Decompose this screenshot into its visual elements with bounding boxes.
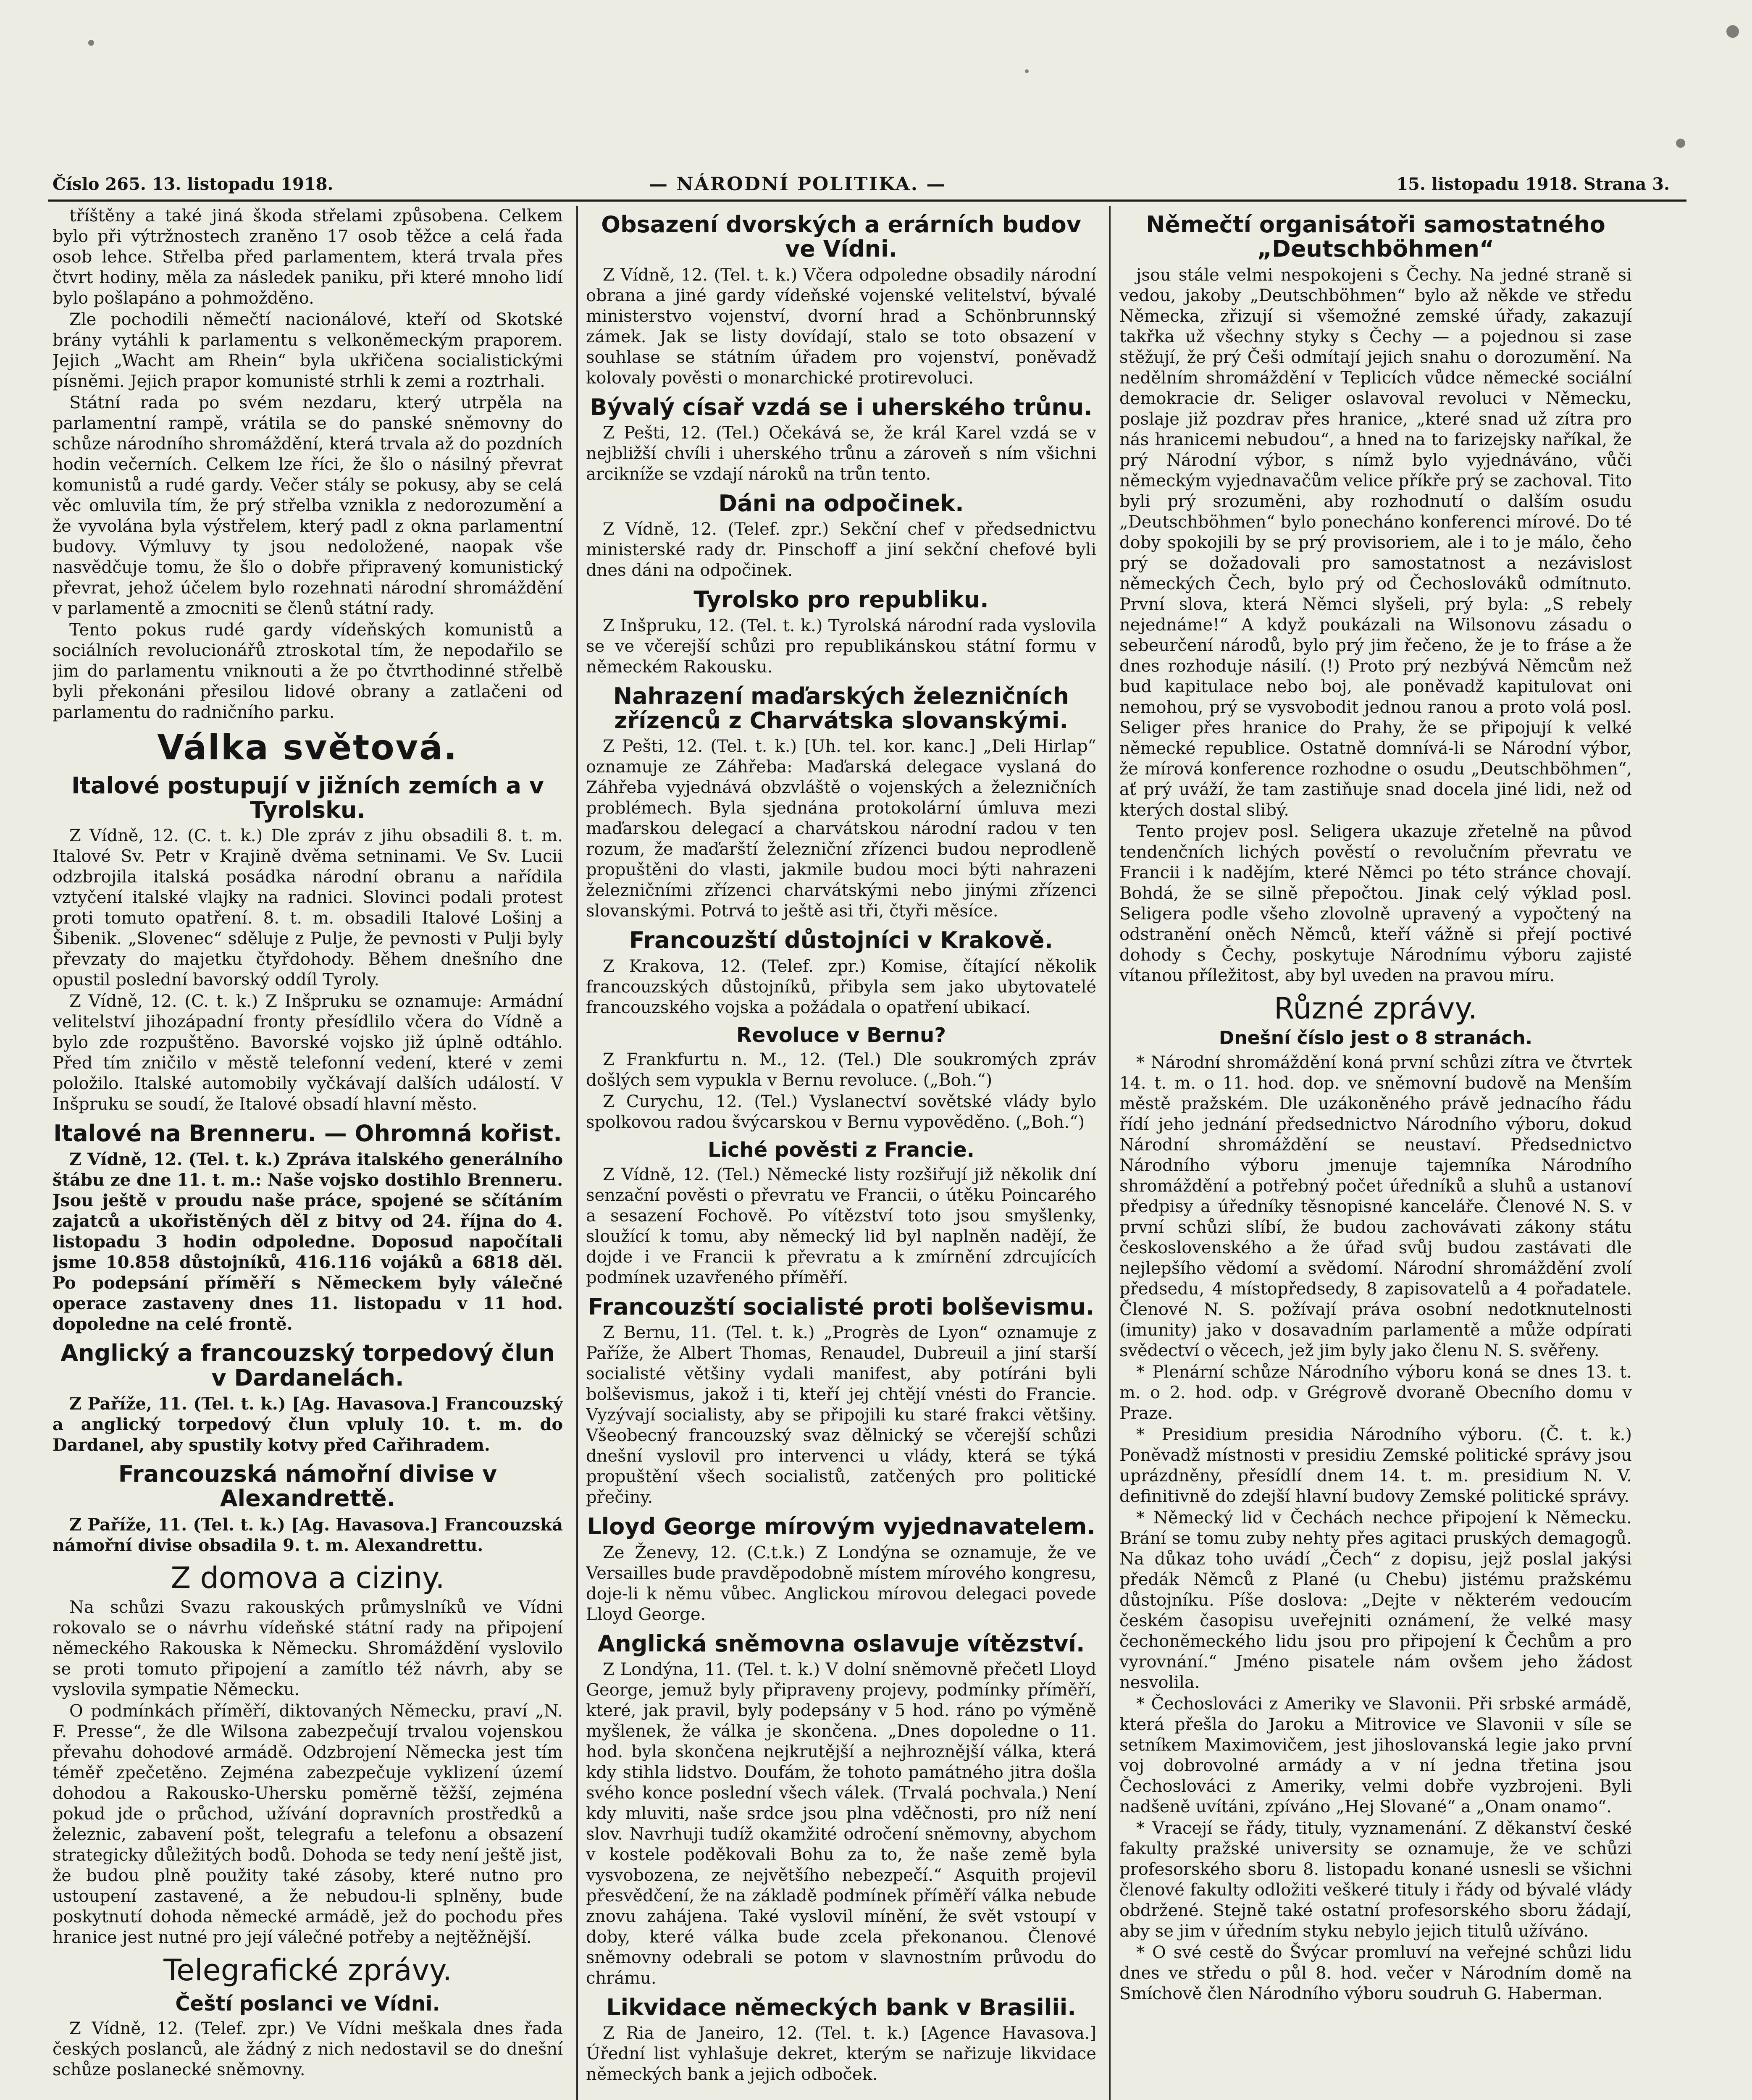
article-paragraph: Z Londýna, 11. (Tel. t. k.) V dolní sněmovně přečetl Lloyd George, jemuž byly připraveny projevy, podmínky příměří, které, jak pravil, byly podepsány v 5 hod. ráno po výměně myšlenek, že válka je skončena. „Dnes dopoledne o 11. hod. byla skončena nejkrutější a nejhroznější válka, která kdy stihla lidstvo. Doufám, že tohoto památného jitra došla svého konce poslední všech válek. (Trvalá pochvala.) Není kdy mluviti, naše srdce jsou plna vděčnosti, pro níž není slov. Navrhuji tudíž okamžité odročení sněmovny, abychom v kostele poděkovali Bohu za to, že naše země byla vysvobozena, ze největšího nebezpečí.“ Asquith projevil přesvědčení, že na základě podmínek příměří válka nebude znovu zahájena. Také vyslovil mínění, že svět vstoupí v doby, které válka bude zcela překonanou. Členové sněmovny odebrali se potom v slavnostním průvodu do chrámu.: [586, 1660, 1096, 1988]
article-paragraph: Z Pešti, 12. (Tel.) Očekává se, že král Karel vzdá se v nejbližší chvíli i uherského trůnu a zároveň s ním všichni arcikníže se vzdají nároků na trůn tento.: [586, 423, 1096, 484]
headline-italy: Italové postupují v jižních zemích a v Tyrolsku.: [71, 772, 544, 823]
headline-emperor: Bývalý císař vzdá se i uherského trůnu.: [590, 394, 1093, 420]
headline-krakow: Francouzští důstojníci v Krakově.: [629, 927, 1053, 954]
article-paragraph: * O své cestě do Švýcar promluví na veřejné schůzi lidu dnes ve středu o půl 8. hod. večer v Národním domě na Smíchově člen Národního výboru soudruh G. Haberman.: [1119, 1943, 1632, 2004]
article-paragraph: * Presidium presidia Národního výboru. (Č. t. k.) Poněvadž místnosti v presidiu Zemské politické správy jsou uprázdněny, přesídlí dnem 14. t. m. presidium N. V. definitivně do zdejší hlavní budovy Zemské politické správy.: [1119, 1425, 1632, 1507]
column-middle: [586, 206, 1096, 2100]
column-divider: [576, 206, 578, 2100]
article-paragraph: Z Vídně, 12. (Telef. zpr.) Sekční chef v předsednictvu ministerské rady dr. Pinschoff a jiní sekční chefové byli dnes dáni na odpočinek.: [586, 520, 1096, 580]
article-paragraph: Z Inšpruku, 12. (Tel. t. k.) Tyrolská národní rada vyslovila se ve včerejší schůzi pro republikánskou státní formu v německém Rakousku.: [586, 616, 1096, 677]
section-heading-telegraph: Telegrafické zprávy.: [163, 1953, 452, 1988]
headline-dardanelles: Anglický a francouzský torpedový člun v Dardanelách.: [60, 1340, 555, 1391]
column-divider: [1109, 206, 1111, 2100]
article-paragraph: Z Bernu, 11. (Tel. t. k.) „Progrès de Lyon“ oznamuje z Paříže, že Albert Thomas, Renaudel, Dubreuil a jiní starší socialisté většiny vydali manifest, aby potíráni byli bolševismus, jakož i ti, kteří jej chtějí vnésti do Francie. Vyzývají socialisty, aby se připojili ku staré frakci většiny. Všeobecný francouzský svaz dělnický se včerejší schůzi dnešní vyslovil pro intervenci u vlády, která se týká propuštění všech socialistů, zatčených pro politické přečiny.: [586, 1323, 1096, 1507]
newspaper-title: — NÁRODNÍ POLITIKA. —: [649, 173, 946, 195]
headline-alexandretta: Francouzská námořní divise v Alexandrettě.: [118, 1461, 497, 1512]
page-number: 15. listopadu 1918. Strana 3.: [1396, 174, 1670, 194]
article-paragraph: tříštěny a také jiná škoda střelami způsobena. Celkem bylo při výtržnostech zraněno 17 osob těžce a celá řada osob lehce. Střelba před parlamentem, která trvala přes čtvrt hodiny, měla za následek paniku, při které mnoho lidí bylo pošlapáno a pohmožděno.: [53, 206, 563, 308]
scan-speck: [1676, 139, 1685, 148]
article-paragraph: * Národní shromáždění koná první schůzi zítra ve čtvrtek 14. t. m. o 11. hod. dop. ve sněmovní budově na Menším městě pražském. Dle uzákoněného právě jednacího řádu řídí jeho jednání předsednictvo Národního výboru, dokud Národní shromáždění se neustaví. Předsednictvo Národního výboru jmenuje tajemníka Národního shromáždění a potřebný počet úředníků a sluhů a ustanoví předpisy a úředníky těsnopisné kanceláře. Členové N. S. v první schůzi slíbí, že budou zachovávati zákony státu československého a že úřad svůj budou zastávati dle nejlepšího vědomí a svědomí. Národní shromáždění zvolí předsedu, 4 místopředsedy, 8 zapisovatelů a 4 pořadatele. Členové N. S. požívají práva osobní nedotknutelnosti (imunity) jako v dosavadním parlamentě a může odpírati svědectví o věcech, jež jim byly jako členu N. S. svěřeny.: [1119, 1053, 1632, 1361]
article-paragraph: * Plenární schůze Národního výboru koná se dnes 13. t. m. o 2. hod. odp. v Grégrově dvoraně Obecního domu v Praze.: [1119, 1362, 1632, 1423]
article-paragraph: Z Paříže, 11. (Tel. t. k.) [Ag. Havasova.] Francouzská námořní divise obsadila 9. t. m. Alexandrettu.: [53, 1515, 563, 1555]
headline-czech-deputies: Čeští poslanci ve Vídni.: [175, 1992, 440, 2016]
headline-rumours: Liché pověsti z Francie.: [707, 1138, 975, 1162]
article-paragraph: Z Paříže, 11. (Tel. t. k.) [Ag. Havasova.] Francouzský a anglický torpedový člun vpluly 10. t. m. do Dardanel, aby spustily kotvy před Cařihradem.: [53, 1394, 563, 1455]
article-paragraph: jsou stále velmi nespokojeni s Čechy. Na jedné straně si vedou, jakoby „Deutschböhmen“ bylo až někde ve středu Německa, zřizují si všemožné zemské úřady, zakazují takřka už všechny styky s Čechy — a pojednou si zase stěžují, že prý Češi odmítají jejich snahu o dorozumění. Na nedělním shromáždění v Teplicích vůdce německé sociální demokracie dr. Seliger oslavoval revoluci v Německu, poslaje již pozdrav přes hranice, „které snad už zítra pro nás hranicemi nebudou“, a hned na to farizejsky naříkal, že prý Národní výbor, s nímž bylo vyjednáváno, vůči německým vyjednavačům velice příkře prý se zachoval. Tito byli prý srozuměni, aby rozhodnutí o dalším osudu „Deutschböhmen“ bylo ponecháno konferenci mírové. Do té doby spokojili by se prý provisoriem, ale i to je málo, čeho prý se dožadovali pro samostatnost a nezávislost německých Čech, bylo prý od Čechoslováků odmítnuto. První slova, která Němci slyšeli, prý byla: „S rebely nejednáme!“ A když poukázali na Wilsonovu zásadu o sebeurčení národů, bylo prý jim řečeno, že je to fráse a že dnes rozhoduje násilí. (!) Proto prý nezbývá Němcům než bud kapitulace nebo boj, ale poněvadž kapitulovat oni nemohou, prý se vysvobodit jednou ranou a proto volá posl. Seliger přes hranice do Prahy, že se připojují k velké německé republice. Ostatně domnívá-li se Národní výbor, že mírová konference rozhodne o osudu „Deutschböhmen“, ať prý uváží, že tam zastiňuje snad docela jiné lidi, než od kterých dostal slibý.: [1119, 265, 1632, 820]
issue-date: Číslo 265. 13. listopadu 1918.: [53, 174, 334, 194]
headline-lloyd-george: Lloyd George mírovým vyjednavatelem.: [587, 1513, 1095, 1540]
article-paragraph: Z Frankfurtu n. M., 12. (Tel.) Dle soukromých zpráv došlých sem vypukla v Bernu revoluce. („Boh.“): [586, 1050, 1096, 1090]
article-paragraph: O podmínkách příměří, diktovaných Německu, praví „N. F. Presse“, že dle Wilsona zabezpečují trvalou vojenskou převahu dohodové armádě. Odzbrojení Německa jest tím téměř zpečetěno. Zejména zabezpečuje vyklizení území dohodou a Rakousko-Uhersku poměrně těžší, zejména pokud jde o průchod, užívání dopravních prostředků a železnic, zabavení pošt, telegrafu a telefonu a obsazení strategicky důležitých bodů. Dohoda se tedy není ještě jist, že budou plně použity také zásoby, které nutno pro ustoupení zastavené, a že nebudou-li splněny, bude poskytnutí dohoda německé armádě, jež do pochodu přes hranice jest nutné pro její válečné potřeby a nejtěžnější.: [53, 1701, 563, 1948]
article-paragraph: Státní rada po svém nezdaru, který utrpěla na parlamentní rampě, vrátila se do panské sněmovny do schůze národního shromáždění, která trvala až do pozdních hodin večerních. Celkem lze říci, že šlo o násilný převrat komunistů a rudé gardy. Večer stály se pokusy, aby se celá věc omluvila tím, že prý střelba vznikla z nedorozumění a že vyvolána byla výstřelem, který padl z okna parlamentní budovy. Výmluvy ty jsou nedoložené, naopak vše nasvědčuje tomu, že šlo o dobře připravený komunistický převrat, jehož účelem bylo rozehnati národní shromáždění v parlamentě a zmocniti se členů státní rady.: [53, 393, 563, 618]
headline-brenner: Italové na Brenneru. — Ohromná kořist.: [53, 1120, 562, 1147]
article-paragraph: * Vracejí se řády, tituly, vyznamenání. Z děkanství české fakulty pražské university se oznamuje, že ve schůzi profesorského sboru 8. listopadu konané usnesli se všichni členové fakulty odložiti veškeré tituly i řády od bývalé vlády obdržené. Stejně také ostatní profesorského sboru žádají, aby se jim v úředním styku nebylo jejich titulů užíváno.: [1119, 1819, 1632, 1941]
headline-railway: Nahrazení maďarských železničních zřízenců z Charvátska slovanskými.: [613, 682, 1069, 734]
section-heading-misc: Různé zprávy.: [1274, 991, 1478, 1026]
headline-commons: Anglická sněmovna oslavuje vítězství.: [597, 1630, 1085, 1657]
article-paragraph: Zle pochodili němečtí nacionálové, kteří od Skotské brány vytáhli k parlamentu s velkoněmeckým praporem. Jejich „Wacht am Rhein“ byla ukřičena socialistickými písněmi. Jejich prapor komunisté strhli k zemi a roztrhali.: [53, 310, 563, 391]
headline-retirement: Dáni na odpočinek.: [718, 490, 964, 517]
article-paragraph: Ze Ženevy, 12. (C.t.k.) Z Londýna se oznamuje, že ve Versailles bude pravděpodobně místem mírového kongresu, doje-li k němu vůbec. Anglickou mírovou delegaci povede Lloyd George.: [586, 1543, 1096, 1624]
article-paragraph: Z Vídně, 12. (C. t. k.) Dle zpráv z jihu obsadili 8. t. m. Italové Sv. Petr v Krajině dvěma setninami. Ve Sv. Lucii odzbrojila italská posádka národní obranu a nařídila vztyčení italské vlajky na radnici. Slovinci podali protest proti tomuto opatření. 8. t. m. obsadili Italové Lošinj a Šibenik. „Slovenec“ sděluje z Pulje, že pevnosti v Pulji byly převzaty do majetku čtyřdohody. Během dnešního dne opustil poslední bavorský oddíl Tyroly.: [53, 826, 563, 990]
article-paragraph: Z Pešti, 12. (Tel. t. k.) [Uh. tel. kor. kanc.] „Deli Hirlap“ oznamuje ze Záhřeba: Maďarská delegace vyslaná do Záhřeba vyjednává obzvláště o vojenských a železničních problémech. Byla sjednána protokolární úmluva mezi maďarskou delegací a charvátskou národní radou v ten rozum, že maďarští železniční zřízenci budou neprodleně propuštěni do vlasti, jakmile budou moci býti nahrazeni železničními zřízenci charvátskými nebo jinými zřízenci slovanskými. Potrvá to ještě asi tři, čtyři měsíce.: [586, 737, 1096, 921]
column-left: [53, 206, 563, 2100]
article-paragraph: Z Vídně, 12. (Tel. t. k.) Zpráva italského generálního štábu ze dne 11. t. m.: Naše vojsko dostihlo Brenneru. Jsou ještě v proudu naše práce, spojené se sčítáním zajatců a ukořistěných děl z bitvy od 24. října do 4. listopadu 3 hodin odpoledne. Doposud napočítali jsme 10.858 důstojníků, 416.116 vojáků a 6818 děl. Po podepsání příměří s Německem byly válečné operace zastaveny dnes 11. listopadu v 11 hod. dopoledne na celé frontě.: [53, 1150, 563, 1334]
article-paragraph: * Čechoslováci z Ameriky ve Slavonii. Při srbské armádě, která přešla do Jaroku a Mitrovice ve Slavonii v síle se setníkem Maximovičem, jest jihoslovanská legie jako první voj dobrovolné armády a v ní jedna třetina jsou Čechoslováci z Ameriky, velmi dobře vyzbrojeni. Byli nadšeně uvítáni, zpíváno „Hej Slované“ a „Onam onamo“.: [1119, 1694, 1632, 1817]
article-paragraph: Z Vídně, 12. (C. t. k.) Z Inšpruku se oznamuje: Armádní velitelství jihozápadní fronty přesídlilo včera do Vídně a bylo zde rozpuštěno. Bavorské vojsko již úplně odtáhlo. Před tím zničilo v městě telefonní vedení, které v zemi položilo. Italské automobily vyčkávají dalších událostí. V Inšpruku se soudí, že Italové obsadí hlavní město.: [53, 992, 563, 1114]
headline-socialists: Francouzští socialisté proti bolševismu.: [588, 1294, 1095, 1320]
subheading-pages: Dnešní číslo jest o 8 stranách.: [1219, 1027, 1533, 1049]
scan-speck: [1726, 25, 1739, 38]
article-paragraph: Tento pokus rudé gardy vídeňských komunistů a sociálních revolucionářů ztroskotal tím, že nepodařilo se jim do parlamentu vniknouti a že po čtvrthodinné střelbě byli překonáni přesilou lidové obrany a zatlačeni od parlamentu do radničního parku.: [53, 620, 563, 722]
article-paragraph: Z Vídně, 12. (Tel. t. k.) Včera odpoledne obsadily národní obrana a jiné gardy vídeňské vojenské velitelství, bývalé ministerstvo vojenství, dvorní hrad a Schönbrunnský zámek. Jak se listy dovídají, stalo se toto obsazení v souhlase se státním úřadem pro vojenství, poněvadž kolovaly pověsti o monarchické protirevoluci.: [586, 265, 1096, 388]
section-heading-home: Z domova a ciziny.: [171, 1560, 445, 1595]
headline-bern: Revoluce v Bernu?: [736, 1023, 946, 1047]
headline-tyrol: Tyrolsko pro republiku.: [693, 586, 989, 613]
article-paragraph: * Německý lid v Čechách nechce připojení k Německu. Brání se tomu zuby nehty přes agitaci pruských demagogů. Na důkaz toho uvádí „Čech“ z dopisu, jejž poslal jakýsi předák Němců z Plané (u Chebu) jistému pražskému důstojníku. Píše doslova: „Dejte v některém vedoucím českém časopisu uveřejniti oznámení, že velké masy čechoněmeckého lidu jsou pro připojení k Čechům a pro vyrovnání.“ Jméno pisatele nám ovšem jeho žádost nesvolila.: [1119, 1508, 1632, 1693]
article-paragraph: Z Vídně, 12. (Tel.) Německé listy rozšiřují již několik dní senzační pověsti o převratu ve Francii, o útěku Poincarého a sesazení Fochově. Po vítězství toto jsou smyšlenky, sloužící k tomu, aby německý lid byl naplněn nadějí, že dojde i ve Francii k převratu a k zmírnění zdrcujících podmínek uzavřeného příměří.: [586, 1165, 1096, 1288]
headline-banks: Likvidace německých bank v Brasilii.: [606, 1994, 1076, 2021]
article-paragraph: Z Krakova, 12. (Telef. zpr.) Komise, čítající několik francouzských důstojníků, přibyla sem jako ubytovatelé francouzského vojska a požádala o opatření ubikací.: [586, 956, 1096, 1017]
header-rule: [48, 200, 1686, 202]
headline-deutschbohmen: Němečtí organisátoři samostatného „Deutschböhmen“: [1146, 211, 1605, 262]
page-header: [48, 170, 1686, 196]
article-paragraph: Tento projev posl. Seligera ukazuje zřetelně na původ tendenčních lichých pověstí o revolučním převratu ve Francii i k nadějím, které Němci po této stránce chovají. Bohdá, že se silně přepočtou. Jinak celý výklad posl. Seligera podle všeho zlovolně upravený a vypočtený na odstranění oněch Němců, kteří vážně si přejí poctivé dohody s Čechy, poskytuje Národnímu výboru zajisté vítanou příležitost, aby byl uveden na pravou míru.: [1119, 822, 1632, 985]
article-paragraph: Z Vídně, 12. (Telef. zpr.) Ve Vídni meškala dnes řada českých poslanců, ale žádný z nich nedostavil se do dnešní schůze poslanecké sněmovny.: [53, 2019, 563, 2079]
headline-occupation: Obsazení dvorských a erárních budov ve Vídni.: [601, 211, 1081, 262]
scan-speck: [88, 40, 94, 46]
article-paragraph: Z Ria de Janeiro, 12. (Tel. t. k.) [Agence Havasova.] Úřední list vyhlašuje dekret, kterým se nařizuje likvidace německých bank a jejich odboček.: [586, 2024, 1096, 2084]
section-heading-war: Válka světová.: [157, 728, 458, 768]
article-paragraph: Z Curychu, 12. (Tel.) Vyslanectví sovětské vlády bylo spolkovou radou švýcarskou v Bernu vypověděno. („Boh.“): [586, 1092, 1096, 1132]
article-paragraph: Na schůzi Svazu rakouských průmyslníků ve Vídni rokovalo se o návrhu vídeňské státní rady na připojení německého Rakouska k Německu. Shromáždění vyslovilo se proti tomuto připojení a zamítlo též návrh, aby se vyslovila sympatie Německu.: [53, 1598, 563, 1700]
column-right: [1119, 206, 1632, 2100]
scan-speck: [1025, 69, 1029, 73]
